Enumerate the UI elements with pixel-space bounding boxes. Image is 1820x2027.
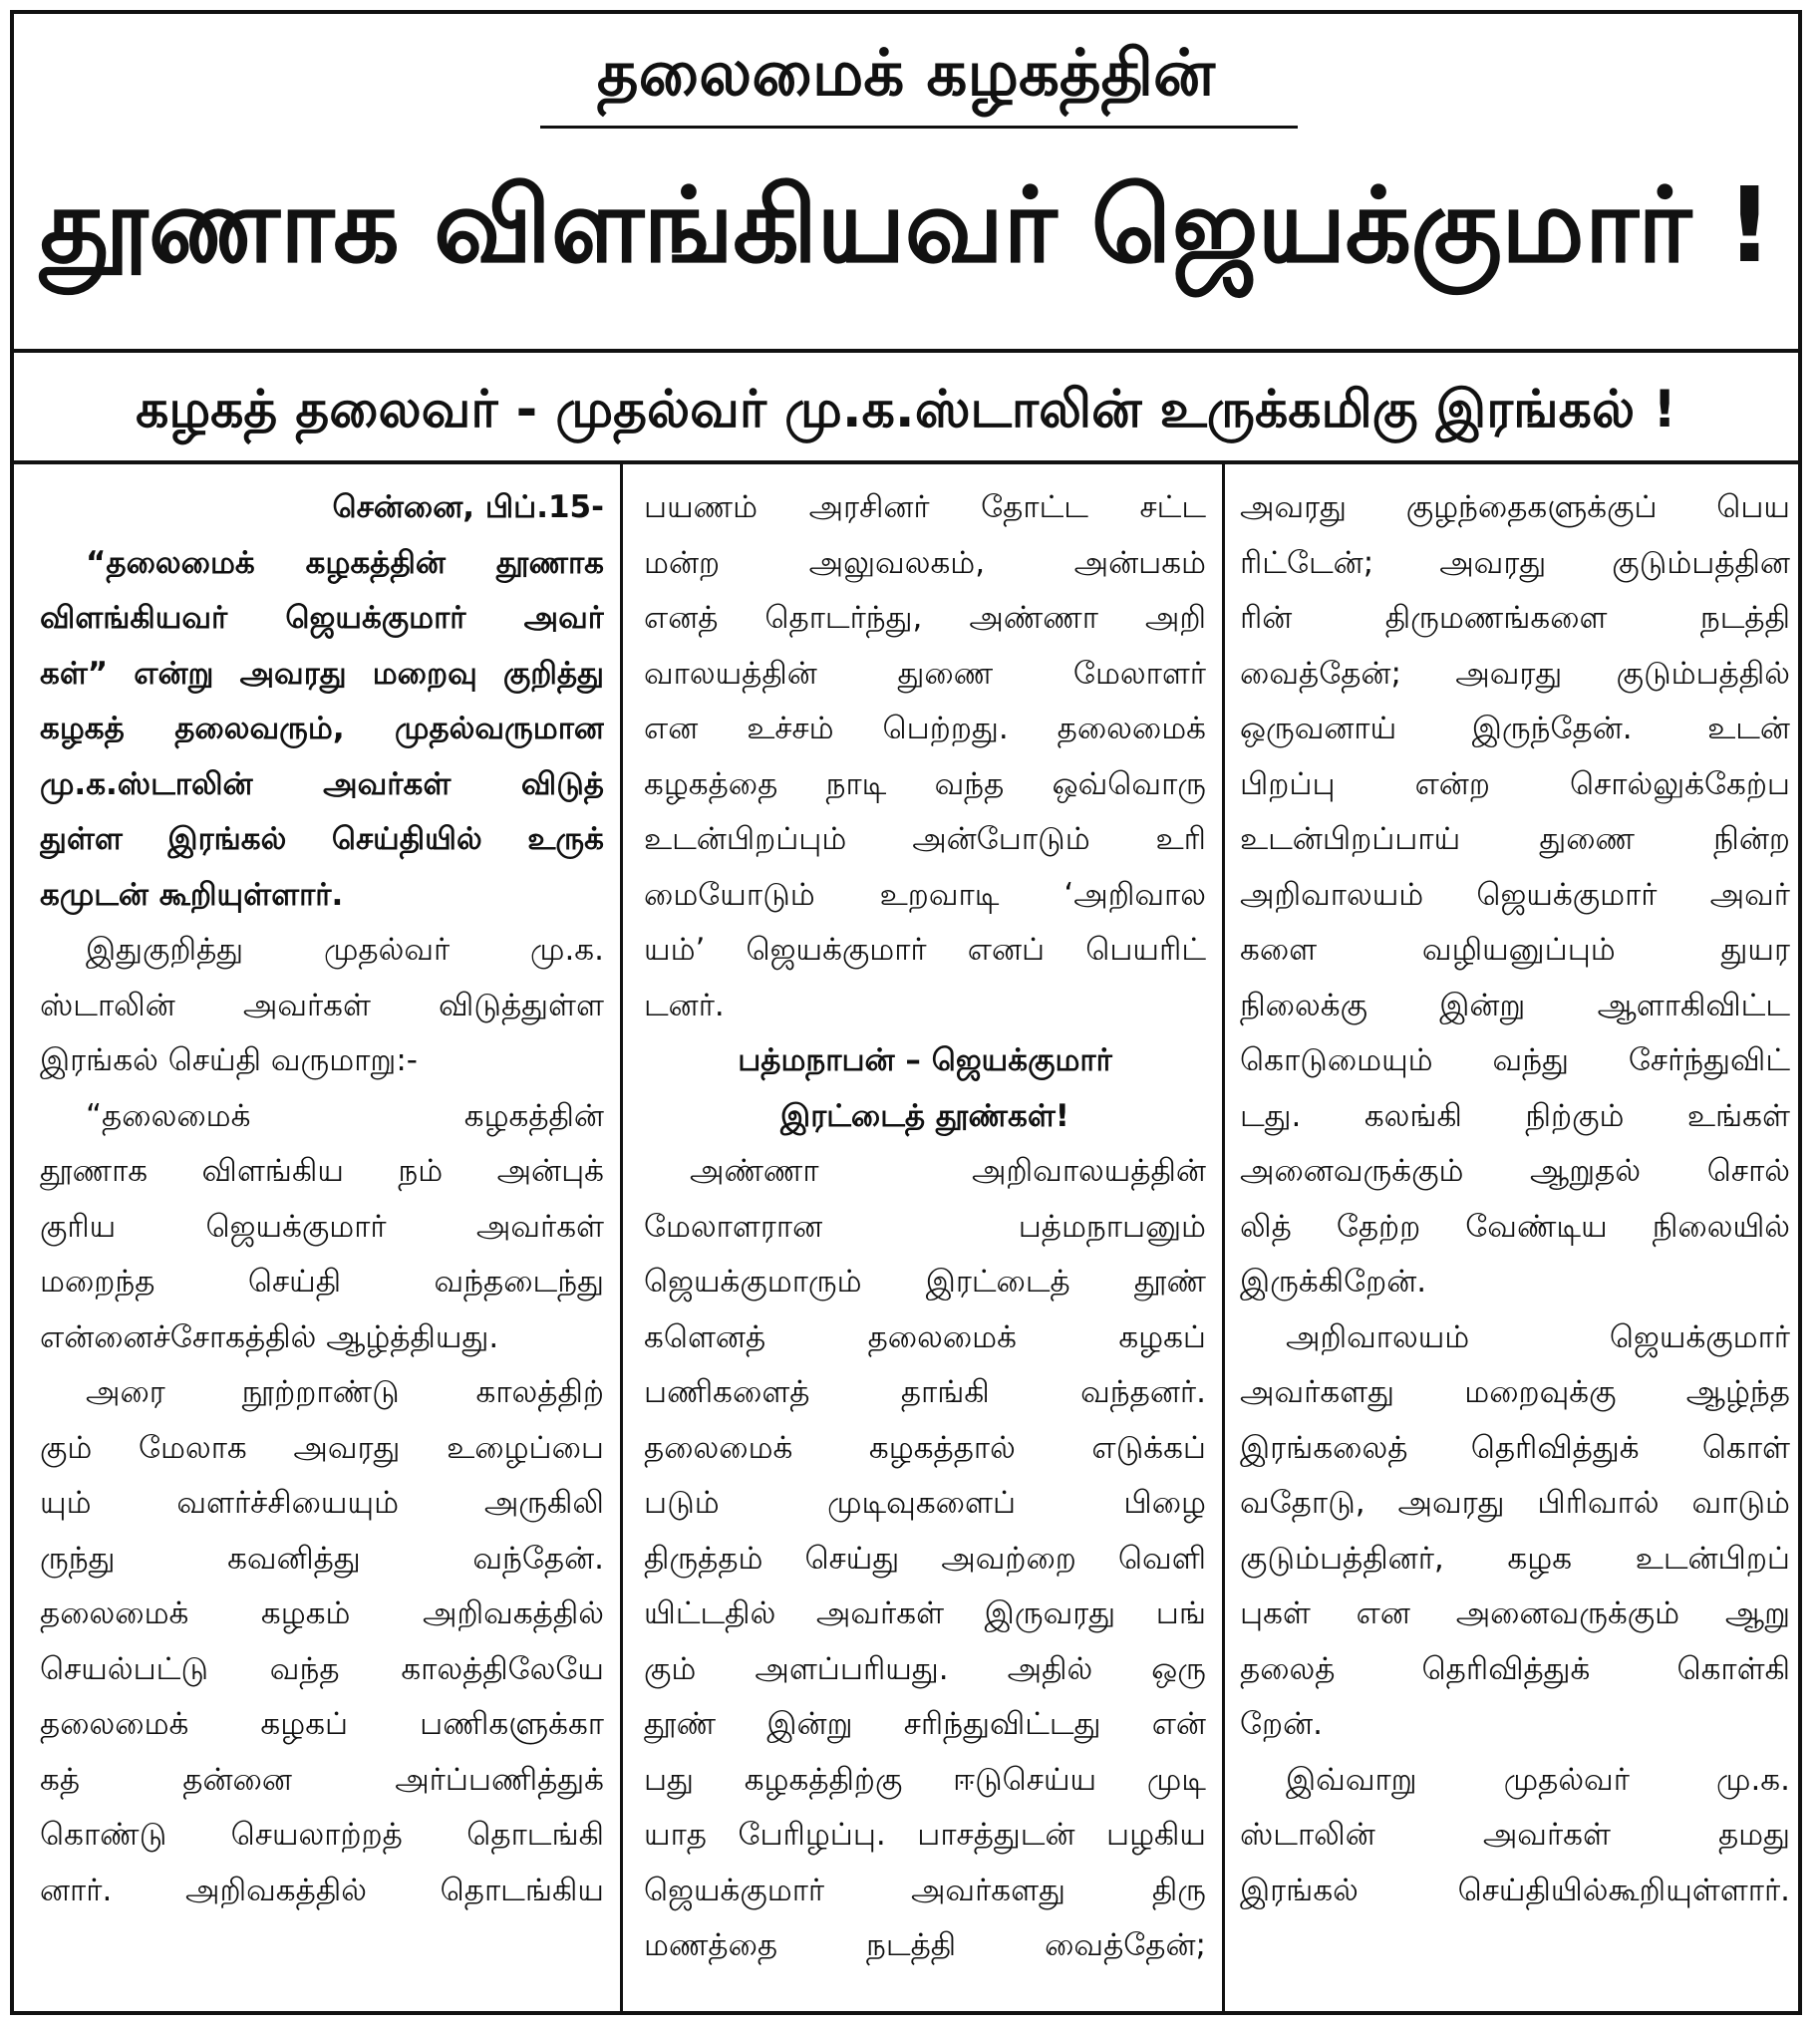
- lead-paragraph: “தலைமைக் கழகத்தின் தூணாக விளங்கியவர் ஜெயக்குமார் அவர் கள்” என்று அவரது மறைவு குறித்து கழகத் தலைவரும், முதல்வருமான மு.க.ஸ்டாலின் அவர்கள் விடுத் துள்ள இரங்கல் செய்தியில் உருக் கமுடன் கூறியுள்ளார்.: [40, 544, 604, 913]
- article-column-2: [644, 480, 1206, 1974]
- body-paragraph: பயணம் அரசினர் தோட்ட சட்ட மன்ற அலுவலகம், அன்பகம் எனத் தொடர்ந்து, அண்ணா அறி வாலயத்தின் துணை மேலாளர் என உச்சம் பெற்றது. தலைமைக் கழகத்தை நாடி வந்த ஒவ்வொரு உடன்பிறப்பும் அன்போடும் உரி மையோடும் உறவாடி ‘அறிவால யம்’ ஜெயக்குமார் எனப் பெயரிட் டனர்.: [644, 489, 1206, 1023]
- subheadline: கழகத் தலைவர் - முதல்வர் மு.க.ஸ்டாலின் உருக்கமிகு இரங்கல் !: [136, 380, 1676, 439]
- section-subheading: பத்மநாபன் – ஜெயக்குமார் இரட்டைத் தூண்கள்!: [738, 1042, 1112, 1134]
- article-column-1: [40, 480, 604, 1918]
- headline: தூணாக விளங்கியவர் ஜெயக்குமார் !: [40, 164, 1772, 286]
- body-paragraph: அவரது குழந்தைகளுக்குப் பெய ரிட்டேன்; அவரது குடும்பத்தின ரின் திருமணங்களை நடத்தி வைத்தேன்; அவரது குடும்பத்தில் ஒருவனாய் இருந்தேன். உடன் பிறப்பு என்ற சொல்லுக்கேற்ப உடன்பிறப்பாய் துணை நின்ற அறிவாலயம் ஜெயக்குமார் அவர் களை வழியனுப்பும் துயர நிலைக்கு இன்று ஆளாகிவிட்ட கொடுமையும் வந்து சேர்ந்துவிட் டது. கலங்கி நிற்கும் உங்கள் அனைவருக்கும் ஆறுதல் சொல் லித் தேற்ற வேண்டிய நிலையில் இருக்கிறேன்.: [1240, 489, 1790, 1300]
- body-paragraph: அரை நூற்றாண்டு காலத்திற் கும் மேலாக அவரது உழைப்பை யும் வளர்ச்சியையும் அருகிலி ருந்து கவனித்து வந்தேன். தலைமைக் கழகம் அறிவகத்தில் செயல்பட்டு வந்த காலத்திலேயே தலைமைக் கழகப் பணிகளுக்கா கத் தன்னை அர்ப்பணித்துக் கொண்டு செயலாற்றத் தொடங்கி னார். அறிவகத்தில் தொடங்கிய: [40, 1374, 604, 1908]
- column-divider-1: [620, 464, 623, 2011]
- subhead-rule: [14, 460, 1798, 464]
- kicker-underline: [540, 126, 1298, 129]
- headline-rule: [14, 349, 1798, 353]
- dateline: சென்னை, பிப்.15-: [332, 489, 604, 525]
- kicker-heading: தலைமைக் கழகத்தின்: [596, 37, 1216, 111]
- news-clipping: [10, 10, 1802, 2015]
- column-divider-2: [1222, 464, 1225, 2011]
- body-paragraph: இவ்வாறு முதல்வர் மு.க. ஸ்டாலின் அவர்கள் தமது இரங்கல் செய்தியில்கூறியுள்ளார்.: [1240, 1761, 1790, 1908]
- body-paragraph: அண்ணா அறிவாலயத்தின் மேலாளரான பத்மநாபனும் ஜெயக்குமாரும் இரட்டைத் தூண் களெனத் தலைமைக் கழகப் பணிகளைத் தாங்கி வந்தனர். தலைமைக் கழகத்தால் எடுக்கப் படும் முடிவுகளைப் பிழை திருத்தம் செய்து அவற்றை வெளி யிட்டதில் அவர்கள் இருவரது பங் கும் அளப்பரியது. அதில் ஒரு தூண் இன்று சரிந்துவிட்டது என் பது கழகத்திற்கு ஈடுசெய்ய முடி யாத பேரிழப்பு. பாசத்துடன் பழகிய ஜெயக்குமார் அவர்களது திரு மணத்தை நடத்தி வைத்தேன்;: [644, 1153, 1206, 1963]
- body-paragraph: இதுகுறித்து முதல்வர் மு.க. ஸ்டாலின் அவர்கள் விடுத்துள்ள இரங்கல் செய்தி வருமாறு:-: [40, 932, 604, 1078]
- body-paragraph: அறிவாலயம் ஜெயக்குமார் அவர்களது மறைவுக்கு ஆழ்ந்த இரங்கலைத் தெரிவித்துக் கொள் வதோடு, அவரது பிரிவால் வாடும் குடும்பத்தினர், கழக உடன்பிறப் புகள் என அனைவருக்கும் ஆறு தலைத் தெரிவித்துக் கொள்கி றேன்.: [1240, 1318, 1790, 1742]
- body-paragraph: “தலைமைக் கழகத்தின் தூணாக விளங்கிய நம் அன்புக் குரிய ஜெயக்குமார் அவர்கள் மறைந்த செய்தி வந்தடைந்து என்னைச்சோகத்தில் ஆழ்த்தியது.: [40, 1097, 604, 1355]
- article-column-3: [1240, 480, 1790, 1918]
